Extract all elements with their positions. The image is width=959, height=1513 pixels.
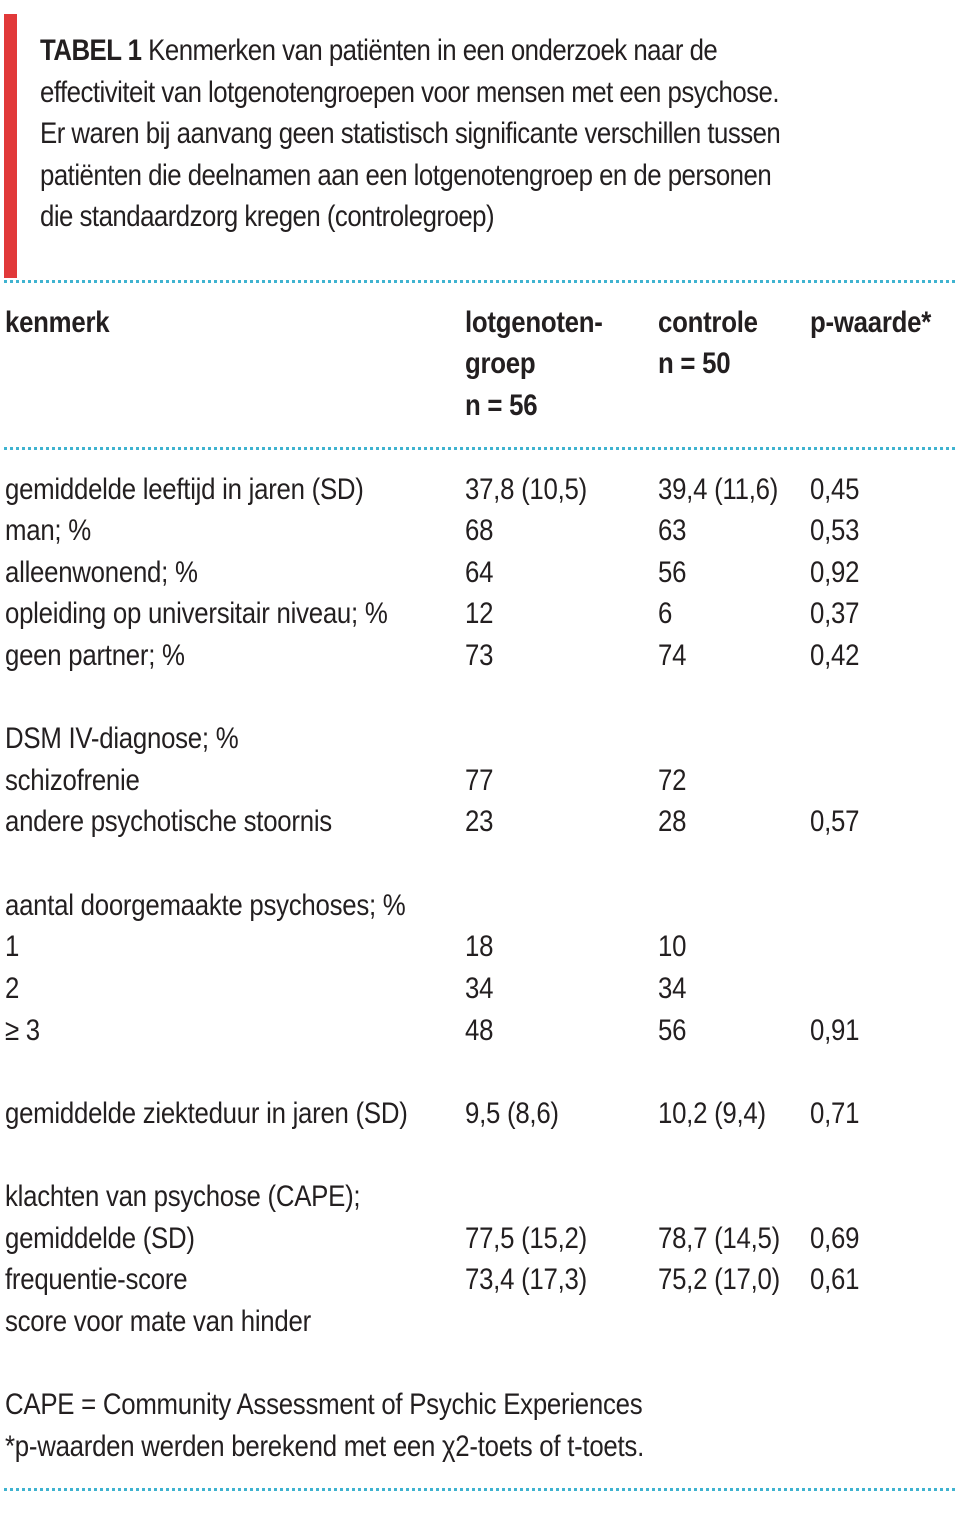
row-p: 0,42 <box>810 639 860 672</box>
row-controle: 75,2 (17,0) <box>658 1263 780 1296</box>
row-lotgenoten: 68 <box>465 514 494 547</box>
row-label: andere psychotische stoornis <box>5 805 332 838</box>
row-controle: 6 <box>658 597 673 630</box>
header-p-waarde: p-waarde* <box>810 306 931 339</box>
divider-top <box>4 280 955 283</box>
row-p: 0,45 <box>810 473 860 506</box>
row-controle: 63 <box>658 514 687 547</box>
row-p: 0,37 <box>810 597 860 630</box>
row-label: DSM IV-diagnose; % <box>5 722 239 755</box>
row-p: 0,92 <box>810 556 860 589</box>
caption-line-5: die standaardzorg kregen (controlegroep) <box>40 200 495 233</box>
row-lotgenoten: 34 <box>465 972 494 1005</box>
row-lotgenoten: 64 <box>465 556 494 589</box>
row-label: 1 <box>5 930 20 963</box>
row-controle: 39,4 (11,6) <box>658 473 779 506</box>
caption-line-3: Er waren bij aanvang geen statistisch significante verschillen tussen <box>40 117 781 150</box>
row-lotgenoten: 23 <box>465 805 494 838</box>
row-controle: 10 <box>658 930 687 963</box>
row-label: gemiddelde ziekteduur in jaren (SD) <box>5 1097 408 1130</box>
row-label: klachten van psychose (CAPE); <box>5 1180 361 1213</box>
row-p: 0,57 <box>810 805 860 838</box>
row-controle: 74 <box>658 639 687 672</box>
caption-accent-bar <box>4 14 17 278</box>
caption-label: TABEL 1 <box>40 34 142 67</box>
divider-header <box>4 447 955 450</box>
row-label: 2 <box>5 972 20 1005</box>
row-lotgenoten: 73,4 (17,3) <box>465 1263 587 1296</box>
row-lotgenoten: 9,5 (8,6) <box>465 1097 559 1130</box>
row-controle: 28 <box>658 805 687 838</box>
row-label: opleiding op universitair niveau; % <box>5 597 388 630</box>
row-p: 0,61 <box>810 1263 860 1296</box>
header-lotgenoten-n: n = 56 <box>465 389 538 422</box>
caption-line-2: effectiviteit van lotgenotengroepen voor mensen met een psychose. <box>40 75 780 109</box>
row-label: ≥ 3 <box>5 1014 40 1047</box>
divider-bottom <box>4 1488 955 1491</box>
row-label: geen partner; % <box>5 639 185 672</box>
caption-line-4: patiënten die deelnamen aan een lotgenotengroep en de personen <box>40 158 772 192</box>
row-label: schizofrenie <box>5 764 140 797</box>
header-controle-line1: controle <box>658 306 758 339</box>
row-label: man; % <box>5 514 91 547</box>
row-p: 0,91 <box>810 1014 860 1047</box>
header-lotgenoten-line2: groep <box>465 347 536 380</box>
row-label: gemiddelde (SD) <box>5 1222 195 1255</box>
row-lotgenoten: 12 <box>465 597 494 630</box>
row-controle: 56 <box>658 1014 687 1047</box>
row-lotgenoten: 77,5 (15,2) <box>465 1222 587 1255</box>
footnote-abbreviation: CAPE = Community Assessment of Psychic Experiences <box>5 1388 643 1421</box>
row-label: score voor mate van hinder <box>5 1305 311 1338</box>
row-controle: 72 <box>658 764 687 797</box>
row-label: gemiddelde leeftijd in jaren (SD) <box>5 473 364 506</box>
header-lotgenoten-line1: lotgenoten- <box>465 306 603 339</box>
row-controle: 56 <box>658 556 687 589</box>
row-label: alleenwonend; % <box>5 556 198 589</box>
row-lotgenoten: 77 <box>465 764 494 797</box>
row-label: aantal doorgemaakte psychoses; % <box>5 889 406 922</box>
row-lotgenoten: 37,8 (10,5) <box>465 473 587 506</box>
table-caption <box>40 30 943 238</box>
row-controle: 10,2 (9,4) <box>658 1097 766 1130</box>
row-label: frequentie-score <box>5 1263 188 1296</box>
row-lotgenoten: 48 <box>465 1014 494 1047</box>
row-p: 0,71 <box>810 1097 860 1130</box>
row-controle: 34 <box>658 972 687 1005</box>
row-p: 0,69 <box>810 1222 860 1255</box>
row-lotgenoten: 18 <box>465 930 494 963</box>
caption-line-1: TABEL 1 Kenmerken van patiënten in een onderzoek naar de <box>40 34 718 67</box>
header-controle-n: n = 50 <box>658 347 731 380</box>
row-p: 0,53 <box>810 514 860 547</box>
row-lotgenoten: 73 <box>465 639 494 672</box>
row-controle: 78,7 (14,5) <box>658 1222 780 1255</box>
header-kenmerk: kenmerk <box>5 306 110 339</box>
footnote-note: *p-waarden werden berekend met een χ2-toets of t-toets. <box>5 1430 644 1463</box>
